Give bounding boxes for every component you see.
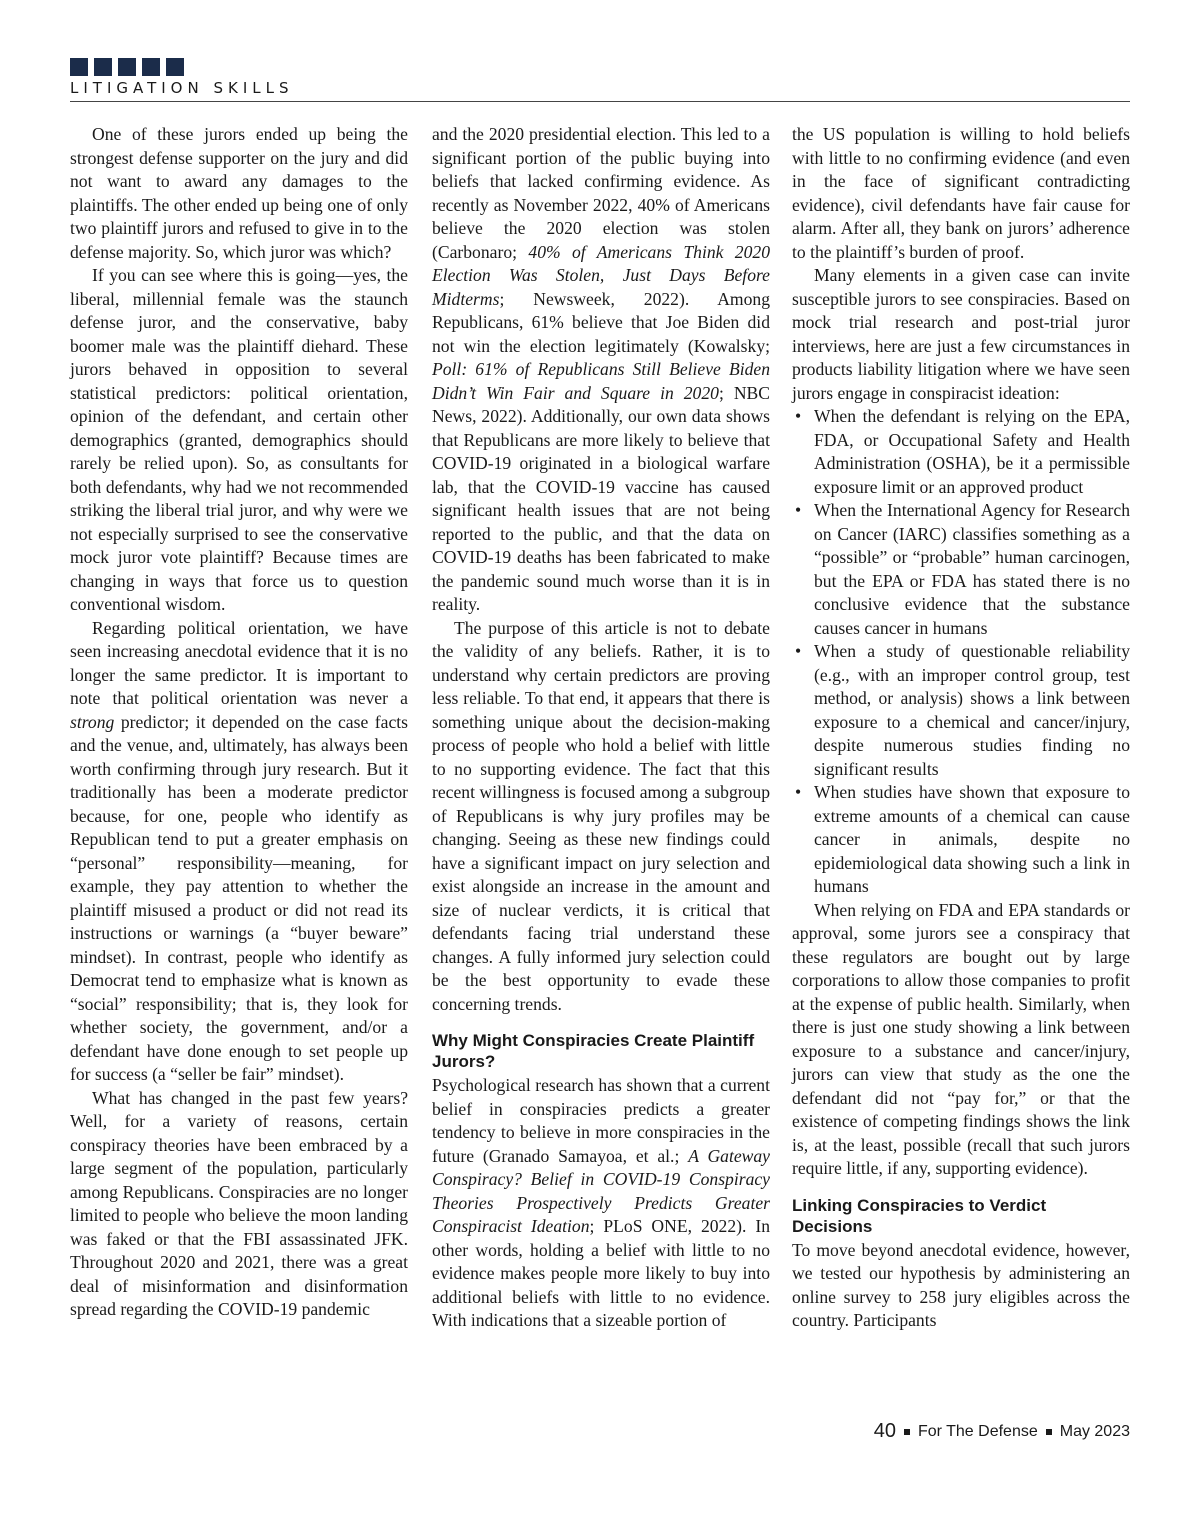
marker-square <box>166 58 184 76</box>
paragraph: One of these jurors ended up being the strongest defense supporter on the jury and did not want to award any damages to the plaintiffs. The other ended up being one of only two plaintiff jurors and refused to give in to the defense majority. So, which juror was which? <box>70 124 408 262</box>
paragraph: Psychological research has shown that a current belief in conspiracies predicts a greater tendency to believe in more conspiracies in the future (Granado Samayoa, et al.; A Gateway Conspiracy? Belief in COVID-19 Conspiracy Theories Prospectively Predicts Greater Conspiracist Ideation; PLoS ONE, 2022). In other words, holding a belief with little to no evidence makes people more likely to buy into additional beliefs with little to no evidence. With indications that a sizeable portion of <box>432 1075 770 1330</box>
paragraph: Many elements in a given case can invite susceptible jurors to see conspiracies. Based on mock trial research and post-trial juror interviews, here are just a few circumstances in products liability litigation where we have seen jurors engage in conspiracist ideation: <box>792 265 1130 403</box>
marker-square <box>142 58 160 76</box>
list-item: • When studies have shown that exposure to extreme amounts of a chemical can cause cancer in animals, despite no epidemiological data showing such a link in humans <box>792 781 1130 899</box>
section-marker-squares <box>70 58 184 76</box>
section-label: LITIGATION SKILLS <box>70 79 294 97</box>
subheading: Linking Conspiracies to Verdict Decisions <box>792 1195 1047 1236</box>
header-rule <box>70 101 1130 102</box>
issue-date: May 2023 <box>1059 1422 1130 1440</box>
footer-separator <box>904 1429 910 1435</box>
paragraph: When relying on FDA and EPA standards or approval, some jurors see a conspiracy that these regulators are bought out by large corporations to allow those companies to profit at the expense of public health. Similarly, when there is just one study showing a link between exposure to a substance and cancer/injury, jurors can view that study as the one the defendant did not “pay for,” or that the existence of competing findings shows the link is, at the least, possible (recall that such jurors require little, if any, supporting evidence). <box>792 899 1130 1178</box>
paragraph: The purpose of this article is not to debate the validity of any beliefs. Rather, it is to understand why certain predictors are proving less reliable. To that end, it appears that there is something unique about the decision-making process of people who hold a belief with little to no supporting evidence. The fact that this recent willingness is focused among a subgroup of Republicans is why jury profiles may be changing. Seeing as these new findings could have a significant impact on jury selection and exist alongside an increase in the amount and size of nuclear verdicts, it is critical that defendants facing trial understand these changes. A fully informed jury selection could be the best opportunity to evade these concerning trends. <box>432 617 770 1014</box>
footer-separator <box>1046 1429 1052 1435</box>
paragraph: the US population is willing to hold beliefs with little to no confirming evidence (and even in the face of significant contradicting evidence), civil defendants have fair cause for alarm. After all, they bank on jurors’ adherence to the plaintiff’s burden of proof. <box>792 124 1130 262</box>
list-item: • When a study of questionable reliability (e.g., with an improper control group, test method, or analysis) shows a link between exposure to a chemical and cancer/injury, despite numerous studies finding no significant results <box>792 640 1130 781</box>
list-item: • When the International Agency for Research on Cancer (IARC) classifies something as a “possible” or “probable” human carcinogen, but the EPA or FDA has stated there is no conclusive evidence that the substance causes cancer in humans <box>792 499 1130 640</box>
paragraph: Regarding political orientation, we have seen increasing anecdotal evidence that it is no longer the same predictor. It is important to note that political orientation was never a strong predictor; it depended on the case facts and the venue, and, ultimately, has always been worth confirming through jury research. But it traditionally has been a moderate predictor because, for one, people who identify as Republican tend to put a greater emphasis on “personal” responsibility—meaning, for example, they pay attention to whether the plaintiff misused a product or did not read its instructions or warnings (a “buyer beware” mindset). In contrast, people who identify as Democrat tend to emphasize what is known as “social” responsibility; that is, they look for whether society, the government, and/or a defendant have done enough to set people up for success (a “seller be fair” mindset). <box>70 617 408 1084</box>
paragraph: What has changed in the past few years? Well, for a variety of reasons, certain conspiracy theories have been embraced by a large segment of the population, particularly among Republicans. Conspiracies are no longer limited to people who believe the moon landing was faked or that the FBI assassinated JFK. Throughout 2020 and 2021, there was a great deal of misinformation and disinformation spread regarding the COVID-19 pandemic <box>70 1087 408 1319</box>
page-footer <box>874 1420 1130 1443</box>
bullet-list <box>792 405 1130 899</box>
marker-square <box>118 58 136 76</box>
marker-square <box>70 58 88 76</box>
subheading: Why Might Conspiracies Create Plaintiff Jurors? <box>432 1031 755 1071</box>
marker-square <box>94 58 112 76</box>
list-item: • When the defendant is relying on the EPA, FDA, or Occupational Safety and Health Administration (OSHA), be it a permissible exposure limit or an approved product <box>792 405 1130 499</box>
paragraph: and the 2020 presidential election. This led to a significant portion of the public buying into beliefs that lacked confirming evidence. As recently as November 2022, 40% of Americans believe the 2020 election was stolen (Carbonaro; 40% of Americans Think 2020 Election Was Stolen, Just Days Before Midterms; Newsweek, 2022). Among Republicans, 61% believe that Joe Biden did not win the election legitimately (Kowalsky; Poll: 61% of Republicans Still Believe Biden Didn’t Win Fair and Square in 2020; NBC News, 2022). Additionally, our own data shows that Republicans are more likely to believe that COVID-19 originated in a biological warfare lab, that the COVID-19 vaccine has caused significant health issues that are not being reported to the public, and that the data on COVID-19 deaths has been fabricated to make the pandemic sound much worse than it is in reality. <box>432 124 770 614</box>
column-1 <box>70 123 408 1322</box>
column-2 <box>432 123 770 1333</box>
page-number: 40 <box>873 1420 896 1442</box>
paragraph: To move beyond anecdotal evidence, however, we tested our hypothesis by administering an online survey to 258 jury eligibles across the country. Participants <box>792 1239 1130 1330</box>
publication-name: For The Defense <box>917 1422 1038 1440</box>
column-3 <box>792 123 1130 1333</box>
paragraph: If you can see where this is going—yes, the liberal, millennial female was the staunch defense juror, and the conservative, baby boomer male was the plaintiff diehard. These jurors behaved in opposition to several statistical predictors: political orientation, opinion of the defendant, and certain other demographics (granted, demographics should rarely be relied upon). So, as consultants for both defendants, why had we not recommended striking the liberal trial juror, and why were we not especially surprised to see the conservative mock juror vote plaintiff? Because times are changing in ways that force us to question conventional wisdom. <box>70 265 408 614</box>
